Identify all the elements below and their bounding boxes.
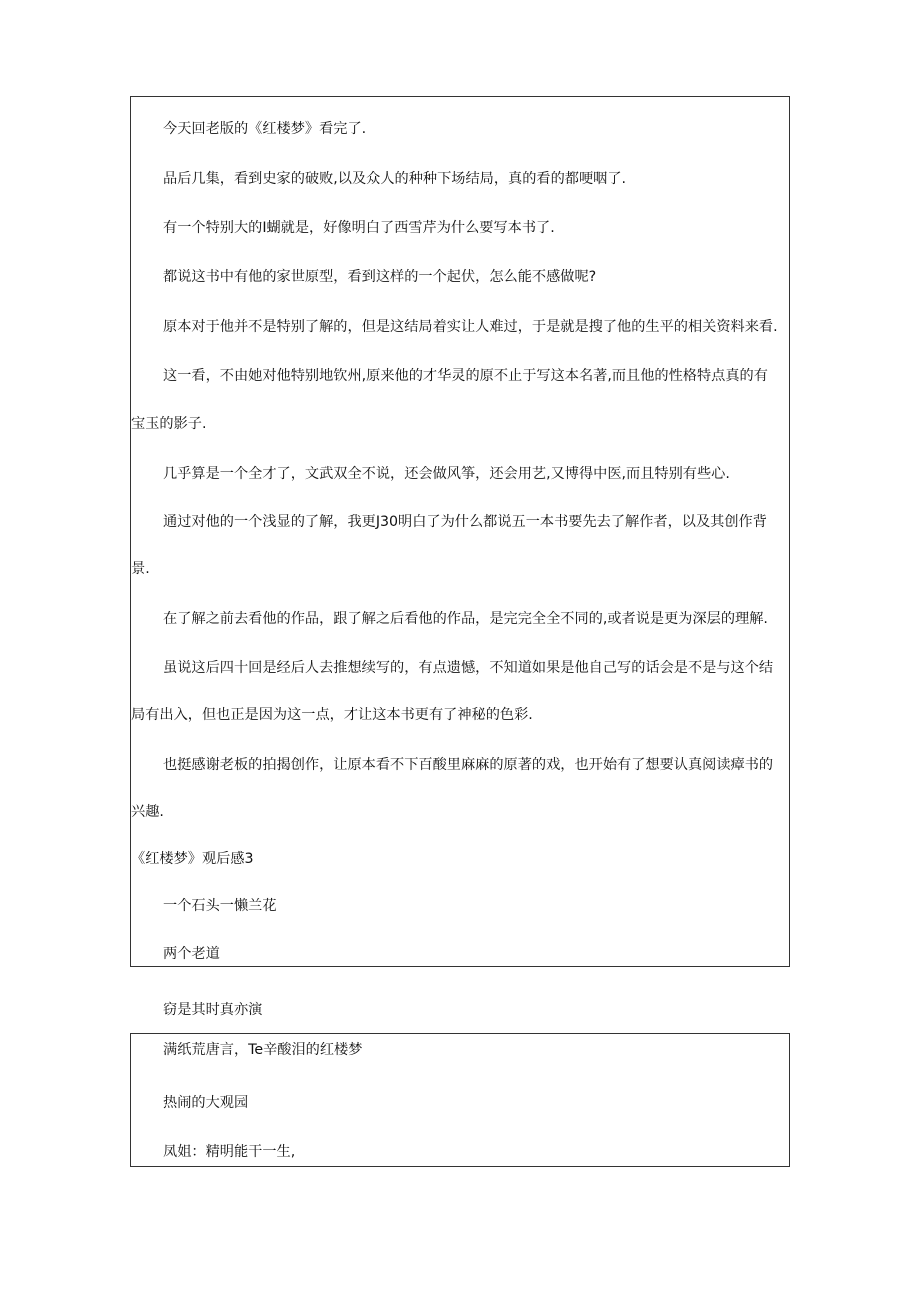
paragraph-line: 局有出入，但也正是因为这一点，才让这本书更有了神秘的色彩. [131, 707, 533, 723]
paragraph-line: 几乎算是一个全才了，文武双全不说，还会做风筝，还会用艺,又博得中医,而且特别有些心. [163, 466, 730, 482]
poem-line: 一个石头一懒兰花 [163, 898, 277, 914]
section-heading: 《红楼梦》观后感3 [131, 851, 254, 867]
paragraph-line: 都说这书中有他的家世原型，看到这样的一个起伏，怎么能不感做呢? [163, 269, 597, 285]
paragraph-line: 虽说这后四十回是经后人去推想续写的，有点遗憾，不知道如果是他自己写的话会是不是与这个结 [163, 660, 774, 676]
paragraph-line: 宝玉的影子. [131, 416, 207, 432]
paragraph-line: 通过对他的一个浅显的了解，我更J30明白了为什么都说五一本书要先去了解作者，以及其创作背 [163, 514, 767, 530]
poem-line: 两个老道 [163, 946, 220, 962]
paragraph-line: 在了解之前去看他的作品，跟了解之后看他的作品，是完完全全不同的,或者说是更为深层的理解. [163, 611, 768, 627]
poem-line: 满纸荒唐言，Te辛酸泪的红楼梦 [163, 1042, 363, 1058]
paragraph-line: 有一个特别大的I蝴就是，好像明白了西雪芹为什么要写本书了. [163, 220, 555, 236]
poem-line: 窃是其时真亦演 [163, 1002, 263, 1018]
paragraph-line: 兴趣. [131, 804, 164, 820]
paragraph-line: 品后几集，看到史家的破败,以及众人的种种下场结局，真的看的都哽咽了. [163, 171, 627, 187]
paragraph-line: 也挺感谢老板的拍揭创作，让原本看不下百酸里麻麻的原著的戏，也开始有了想要认真阅读瘴书的 [163, 757, 774, 773]
poem-line: 热闹的大观园 [163, 1095, 249, 1111]
paragraph-line: 景. [131, 561, 150, 577]
poem-line: 凤姐：精明能干一生, [163, 1144, 296, 1160]
paragraph-line: 今天回老版的《红楼梦》看完了. [163, 121, 367, 137]
paragraph-line: 这一看，不由她对他特别地钦州,原来他的才华灵的原不止于写这本名著,而且他的性格特点真的有 [163, 368, 768, 384]
paragraph-line: 原本对于他并不是特别了解的，但是这结局着实让人难过，于是就是搜了他的生平的相关资料来看. [163, 319, 778, 335]
